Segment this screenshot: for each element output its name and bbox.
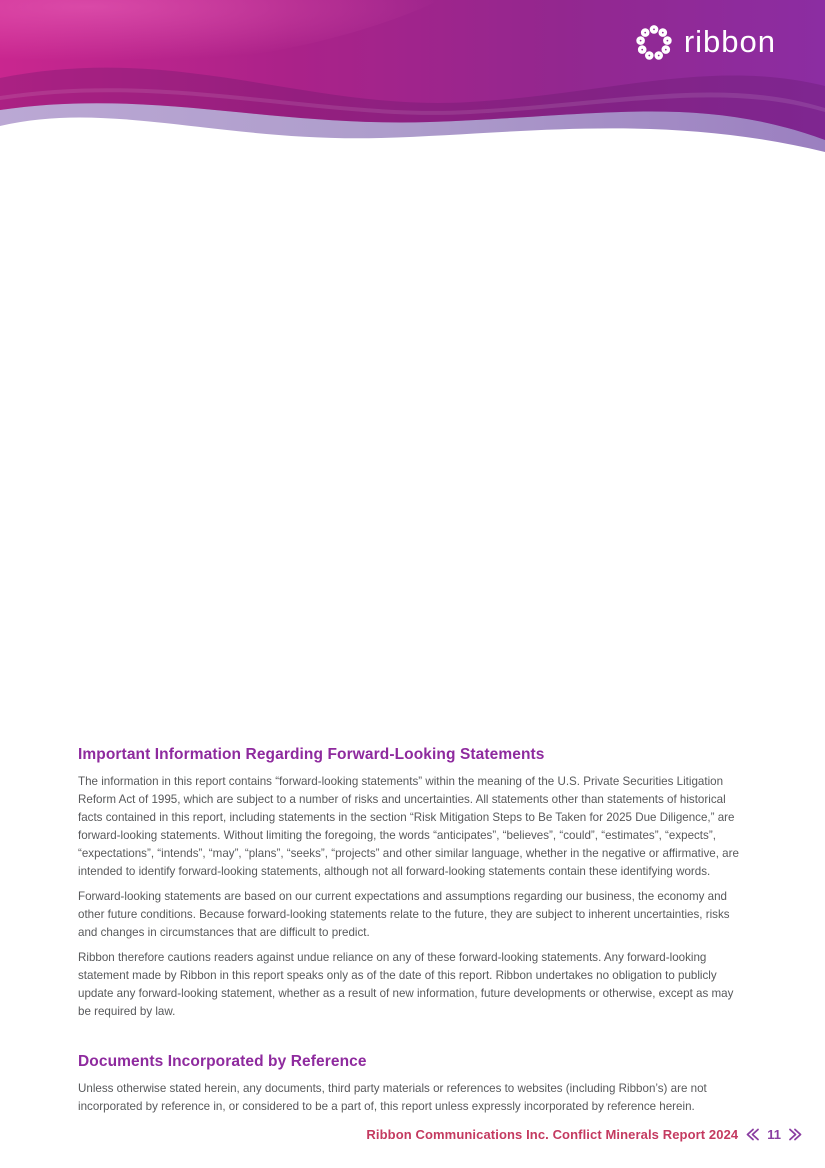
section-documents-incorporated bbox=[78, 1053, 748, 1116]
page-header-banner bbox=[0, 0, 825, 160]
section-heading-forward-looking: Important Information Regarding Forward-Looking Statements bbox=[78, 746, 545, 763]
section-forward-looking-statements bbox=[78, 746, 748, 1021]
report-body bbox=[78, 746, 748, 1123]
paragraph: Ribbon therefore cautions readers against undue reliance on any of these forward-looking statements. Any forward-looking statement made by Ribbon in this report speaks only as of the date of this report. Ribbon undertakes no obligation to publicly update any forward-looking statement, whether as a result of new information, future developments or otherwise, except as may be required by law. bbox=[78, 951, 734, 1018]
ribbon-logo bbox=[635, 24, 776, 62]
section-heading-documents-incorporated: Documents Incorporated by Reference bbox=[78, 1053, 367, 1070]
footer-report-title: Ribbon Communications Inc. Conflict Minerals Report 2024 bbox=[366, 1127, 739, 1142]
previous-page-icon[interactable] bbox=[745, 1128, 760, 1141]
ribbon-logo-text: ribbon bbox=[683, 24, 776, 59]
paragraph: Forward-looking statements are based on our current expectations and assumptions regarding our business, the economy and other future conditions. Because forward-looking statements relate to the future, they are subject to inherent uncertainties, risks and changes in circumstances that are difficult to predict. bbox=[78, 890, 730, 939]
ribbon-logo-icon bbox=[635, 24, 673, 62]
paragraph: Unless otherwise stated herein, any documents, third party materials or references to websites (including Ribbon’s) are not incorporated by reference in, or considered to be a part of, this report unless expressly incorporated by reference herein. bbox=[78, 1082, 707, 1113]
next-page-icon[interactable] bbox=[788, 1128, 803, 1141]
paragraph: The information in this report contains “forward-looking statements” within the meaning of the U.S. Private Securities Litigation Reform Act of 1995, which are subject to a number of risks and uncertainties. All statements other than statements of historical facts contained in this report, including statements in the section “Risk Mitigation Steps to Be Taken for 2025 Due Diligence,” are forward-looking statements. Without limiting the foregoing, the words “anticipates”, “believes”, “could”, “estimates”, “expects”, “expectations”, “intends”, “may”, “plans”, “seeks”, “projects” and other similar language, whether in the negative or affirmative, are intended to identify forward-looking statements, although not all forward-looking statements contain these identifying words. bbox=[78, 775, 739, 878]
page-footer bbox=[366, 1127, 803, 1142]
page-number: 11 bbox=[767, 1127, 781, 1142]
